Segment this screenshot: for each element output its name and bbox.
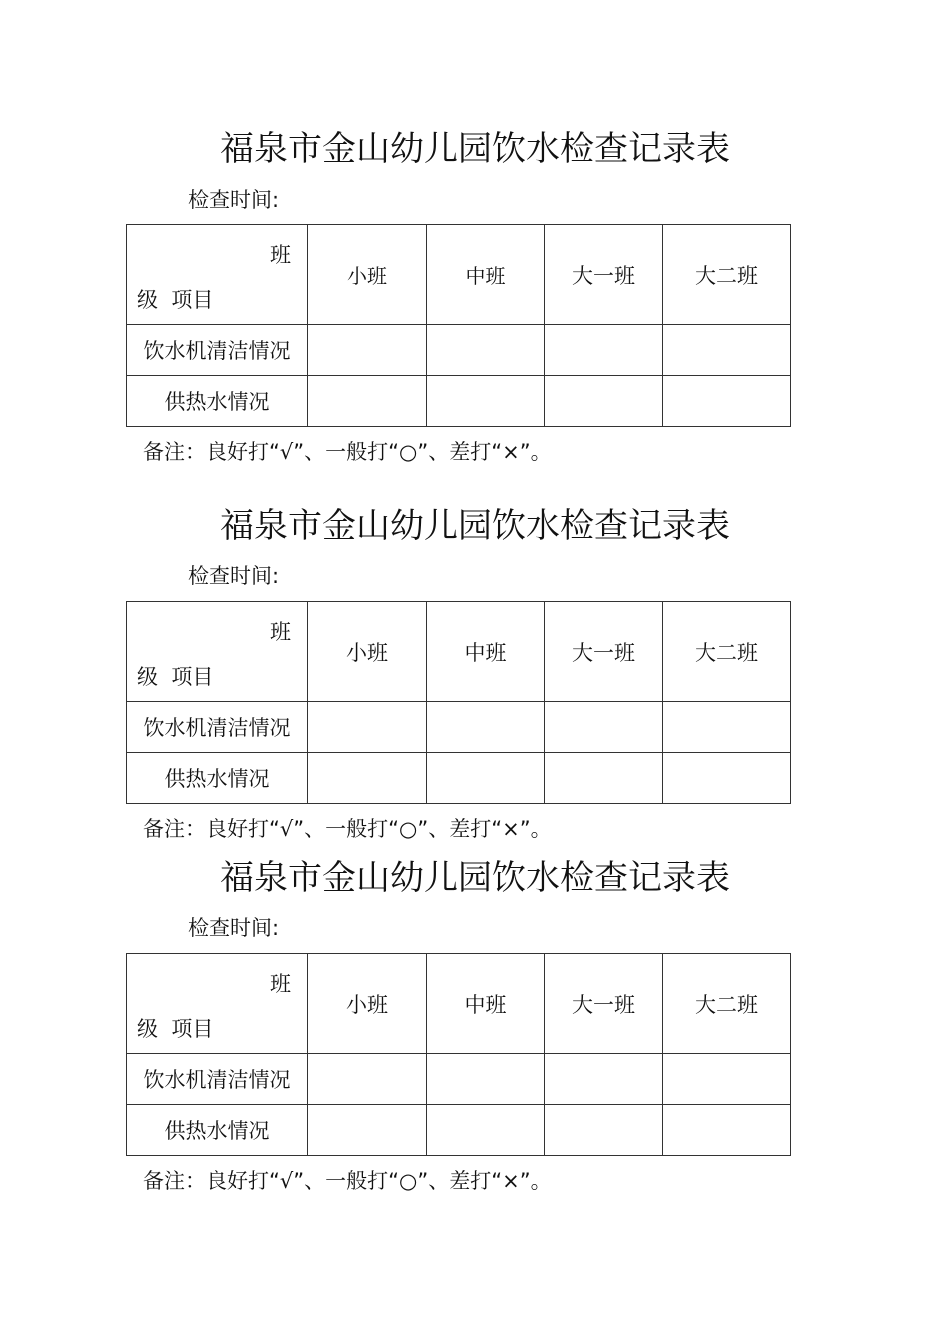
class-header-middle: 中班	[427, 602, 545, 702]
row-label-hot-water: 供热水情况	[127, 1105, 308, 1156]
class-header-small: 小班	[308, 602, 427, 702]
class-header-small: 小班	[308, 954, 427, 1054]
input-cell[interactable]	[427, 1054, 545, 1105]
input-cell[interactable]	[663, 325, 791, 376]
input-cell[interactable]	[663, 1105, 791, 1156]
table-header-row	[127, 225, 791, 325]
input-cell[interactable]	[427, 753, 545, 804]
class-header-middle: 中班	[427, 954, 545, 1054]
corner-header-class: 班	[270, 243, 291, 267]
check-time-label: 检查时间:	[188, 916, 280, 940]
input-cell[interactable]	[545, 325, 663, 376]
corner-header-item: 级 项目	[137, 1017, 214, 1041]
class-header-big-1: 大一班	[545, 225, 663, 325]
table-row	[127, 376, 791, 427]
input-cell[interactable]	[663, 1054, 791, 1105]
check-time-label: 检查时间:	[188, 188, 280, 212]
input-cell[interactable]	[545, 753, 663, 804]
input-cell[interactable]	[663, 702, 791, 753]
record-table	[126, 224, 791, 427]
input-cell[interactable]	[663, 753, 791, 804]
table-header-row	[127, 954, 791, 1054]
input-cell[interactable]	[545, 376, 663, 427]
input-cell[interactable]	[545, 702, 663, 753]
input-cell[interactable]	[308, 325, 427, 376]
corner-header-class: 班	[270, 972, 291, 996]
corner-header-item: 级 项目	[137, 665, 214, 689]
row-label-cleaning: 饮水机清洁情况	[127, 325, 308, 376]
input-cell[interactable]	[427, 325, 545, 376]
row-label-hot-water: 供热水情况	[127, 753, 308, 804]
input-cell[interactable]	[308, 376, 427, 427]
input-cell[interactable]	[308, 702, 427, 753]
table-row	[127, 325, 791, 376]
class-header-small: 小班	[308, 225, 427, 325]
corner-header-cell	[127, 602, 308, 702]
check-time-label: 检查时间:	[188, 564, 280, 588]
table-row	[127, 1054, 791, 1105]
record-table	[126, 601, 791, 804]
table-row	[127, 753, 791, 804]
input-cell[interactable]	[663, 376, 791, 427]
rating-note: 备注：良好打“√”、一般打“○”、差打“×”。	[143, 1169, 552, 1193]
rating-note: 备注：良好打“√”、一般打“○”、差打“×”。	[143, 440, 552, 464]
class-header-big-1: 大一班	[545, 954, 663, 1054]
table-row	[127, 702, 791, 753]
row-label-hot-water: 供热水情况	[127, 376, 308, 427]
input-cell[interactable]	[427, 376, 545, 427]
class-header-middle: 中班	[427, 225, 545, 325]
corner-header-item: 级 项目	[137, 288, 214, 312]
input-cell[interactable]	[427, 1105, 545, 1156]
class-header-big-1: 大一班	[545, 602, 663, 702]
class-header-big-2: 大二班	[663, 954, 791, 1054]
form-title: 福泉市金山幼儿园饮水检查记录表	[220, 858, 730, 898]
class-header-big-2: 大二班	[663, 602, 791, 702]
record-table	[126, 953, 791, 1156]
corner-header-class: 班	[270, 620, 291, 644]
input-cell[interactable]	[308, 1105, 427, 1156]
input-cell[interactable]	[308, 1054, 427, 1105]
corner-header-cell	[127, 954, 308, 1054]
table-header-row	[127, 602, 791, 702]
input-cell[interactable]	[427, 702, 545, 753]
row-label-cleaning: 饮水机清洁情况	[127, 702, 308, 753]
rating-note: 备注：良好打“√”、一般打“○”、差打“×”。	[143, 817, 552, 841]
row-label-cleaning: 饮水机清洁情况	[127, 1054, 308, 1105]
class-header-big-2: 大二班	[663, 225, 791, 325]
corner-header-cell	[127, 225, 308, 325]
table-row	[127, 1105, 791, 1156]
input-cell[interactable]	[545, 1054, 663, 1105]
input-cell[interactable]	[545, 1105, 663, 1156]
input-cell[interactable]	[308, 753, 427, 804]
form-title: 福泉市金山幼儿园饮水检查记录表	[220, 506, 730, 546]
form-title: 福泉市金山幼儿园饮水检查记录表	[220, 129, 730, 169]
